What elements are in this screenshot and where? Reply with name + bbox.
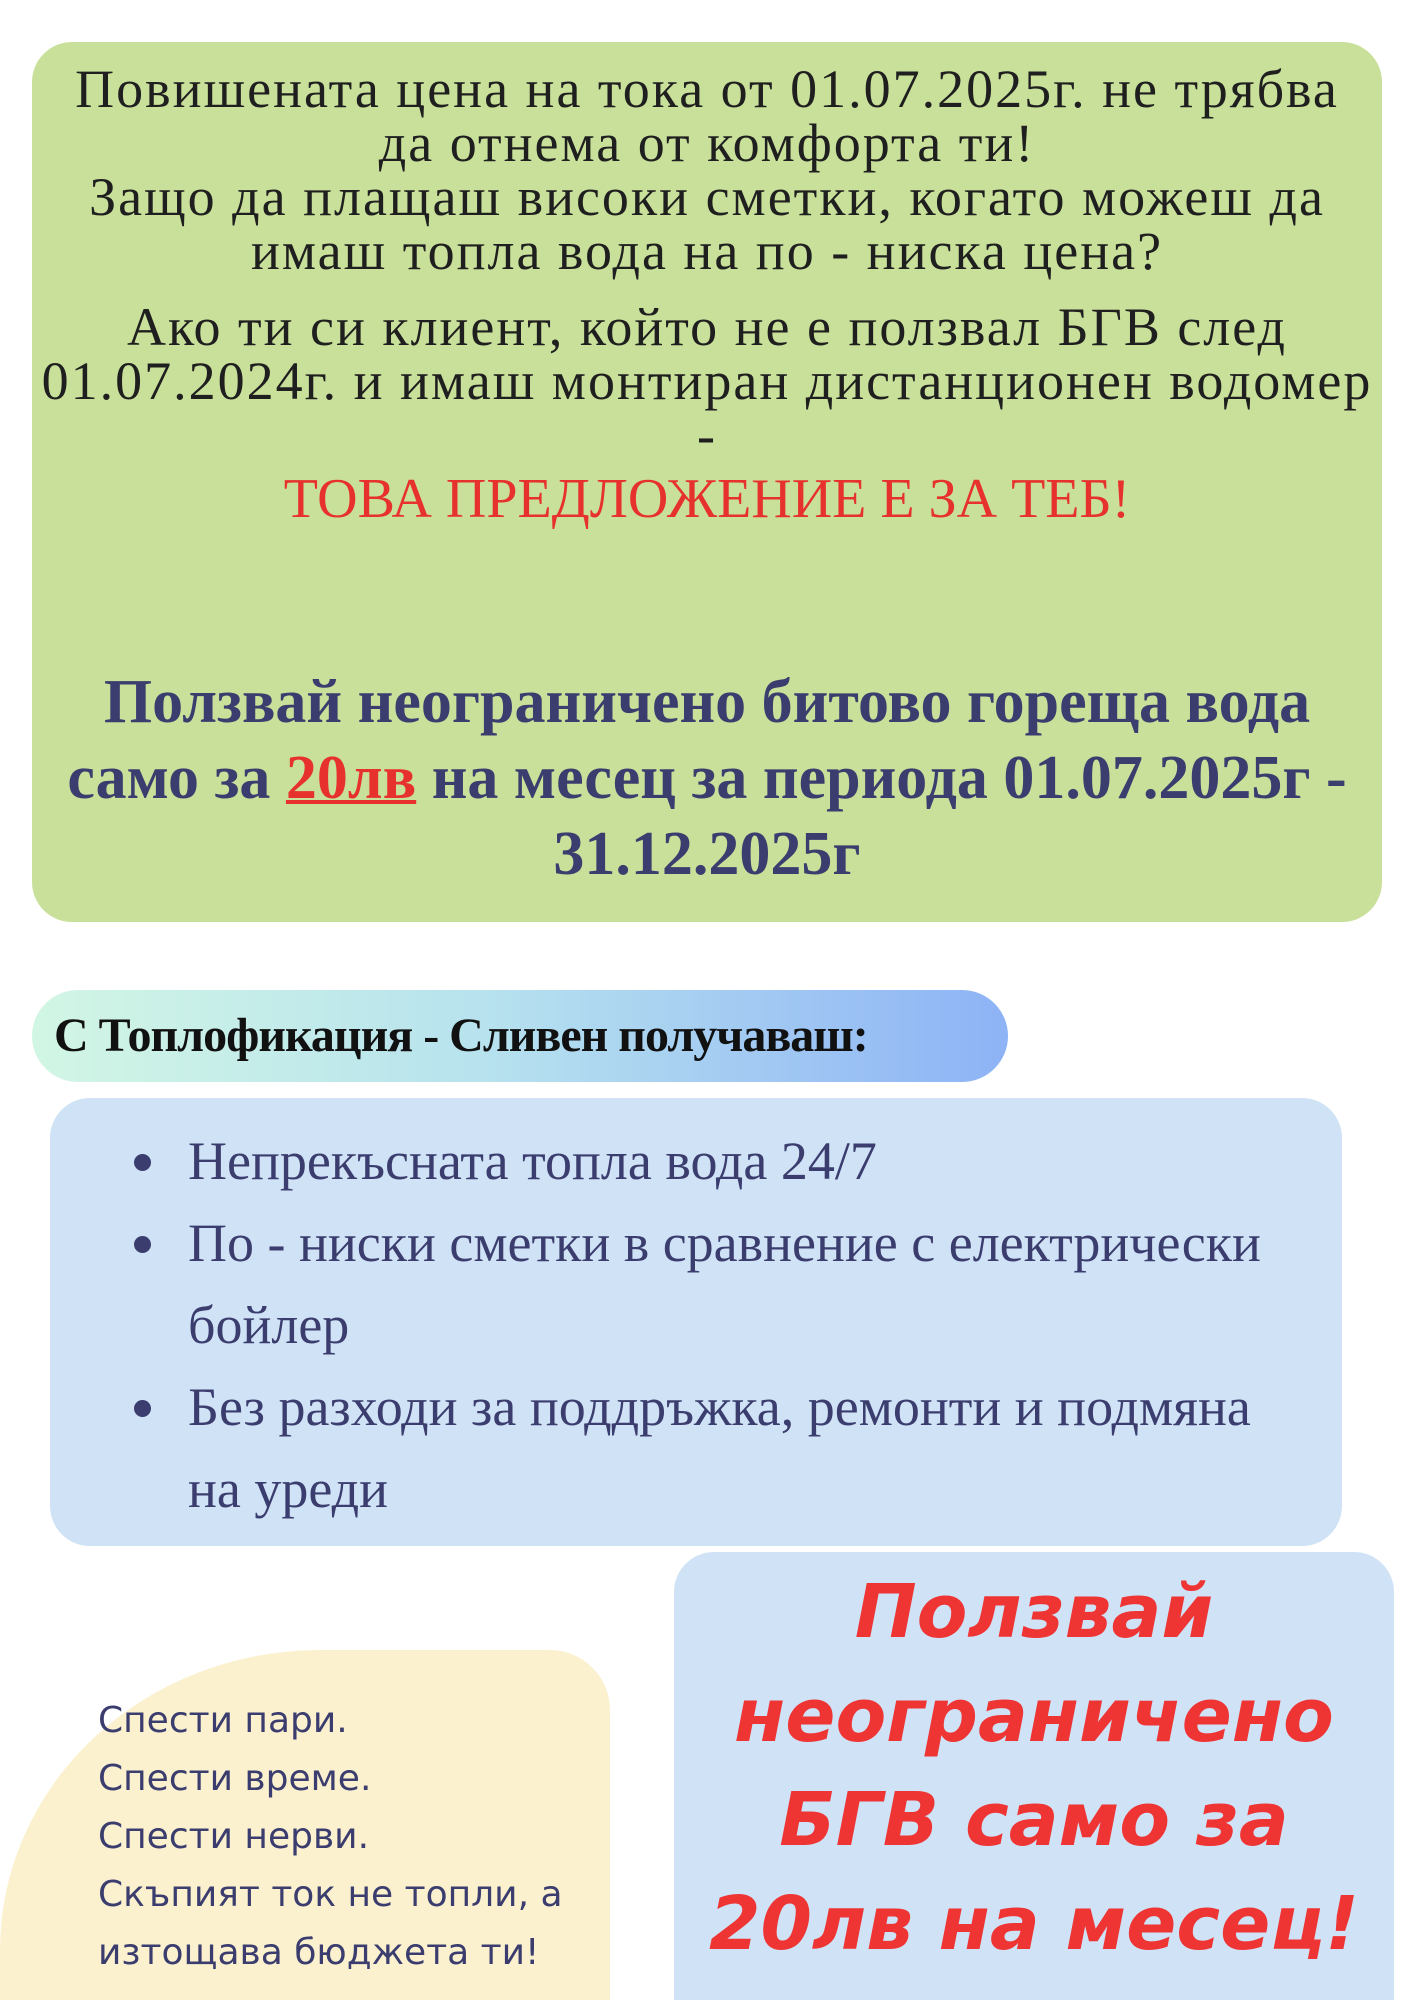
- tips-text: [98, 1692, 618, 1982]
- offer-callout: ТОВА ПРЕДЛОЖЕНИЕ Е ЗА ТЕБ!: [283, 468, 1131, 530]
- cta-line-4: 20лв на месец!: [709, 1881, 1359, 1967]
- cta-line-1: Ползвай: [854, 1569, 1214, 1655]
- benefit-item: По - ниски сметки в сравнение с електрически бойлер: [132, 1202, 1292, 1366]
- tip-line: Спести пари.: [98, 1700, 348, 1741]
- benefits-list: [132, 1120, 1292, 1530]
- cta-text: [674, 1560, 1394, 1976]
- cta-line-2: неограничено: [734, 1673, 1334, 1759]
- headline-price: 20лв: [285, 744, 417, 812]
- intro-line-3: Ако ти си клиент, който не е ползвал БГВ след 01.07.2024г. и имаш монтиран дистанционен водомер -: [41, 297, 1373, 465]
- intro-line-1: Повишената цена на тока от 01.07.2025г. не трябва да отнема от комфорта ти!: [75, 59, 1339, 173]
- headline: [40, 664, 1374, 892]
- headline-part-1: Ползвай неограничено битово гореща вода само за: [67, 668, 1311, 812]
- intro-text: [40, 59, 1374, 532]
- headline-part-2: на месец за периода 01.07.2025г - 31.12.2025г: [416, 744, 1347, 888]
- intro-line-2: Защо да плащаш високи сметки, когато можеш да имаш топла вода на по - ниска цена?: [89, 167, 1325, 281]
- benefit-item: Без разходи за поддръжка, ремонти и подмяна на уреди: [132, 1366, 1292, 1530]
- cta-line-3: БГВ само за: [779, 1777, 1289, 1863]
- benefits-title: С Топлофикация - Сливен получаваш:: [54, 1009, 868, 1062]
- tip-line: Скъпият ток не топли, а изтощава бюджета ти!: [98, 1874, 563, 1973]
- tip-line: Спести време.: [98, 1758, 372, 1799]
- tip-line: Спести нерви.: [98, 1816, 370, 1857]
- benefit-item: Непрекъсната топла вода 24/7: [132, 1120, 1292, 1202]
